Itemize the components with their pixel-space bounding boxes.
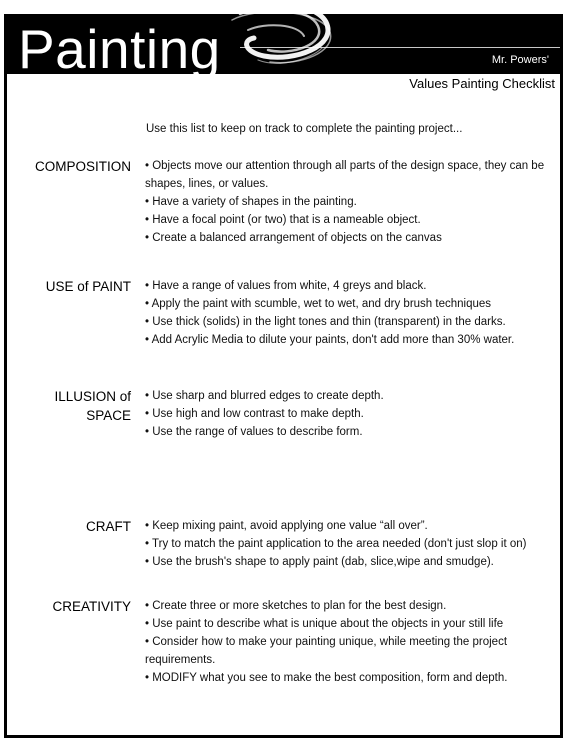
- brush-swirl-icon: [214, 0, 364, 74]
- intro-text: Use this list to keep on track to complete the painting project...: [146, 123, 463, 135]
- checklist-item: • Create three or more sketches to plan for the best design.: [145, 600, 447, 612]
- section-label: [1, 517, 131, 536]
- checklist-item: • Use the range of values to describe form.: [145, 426, 363, 438]
- checklist-item: • MODIFY what you see to make the best composition, form and depth.: [145, 672, 508, 684]
- section-label-line: ILLUSION of: [54, 389, 131, 404]
- checklist-item: • Have a focal point (or two) that is a nameable object.: [145, 214, 421, 226]
- section-label-line: USE of PAINT: [45, 279, 131, 294]
- checklist-item: • Consider how to make your painting unique, while meeting the project requirements.: [145, 636, 508, 666]
- section-label-line: CRAFT: [86, 519, 131, 534]
- checklist-item: • Keep mixing paint, avoid applying one value “all over”.: [145, 520, 428, 532]
- checklist-title: Values Painting Checklist: [409, 76, 555, 91]
- checklist: [145, 157, 553, 247]
- checklist-item: • Create a balanced arrangement of objects on the canvas: [145, 232, 442, 244]
- section-label: [1, 597, 131, 616]
- checklist: [145, 277, 553, 349]
- checklist-item: • Have a range of values from white, 4 greys and black.: [145, 280, 427, 292]
- teacher-name: Mr. Powers': [491, 54, 549, 66]
- checklist: [145, 517, 553, 571]
- checklist-item: • Use paint to describe what is unique about the objects in your still life: [145, 618, 504, 630]
- section-label-line: COMPOSITION: [34, 159, 131, 174]
- checklist-item: • Try to match the paint application to the area needed (don't just slop it on): [145, 538, 527, 550]
- page-title: Painting: [18, 18, 221, 80]
- section-label-line: CREATIVITY: [52, 599, 131, 614]
- checklist-item: • Use thick (solids) in the light tones and thin (transparent) in the darks.: [145, 316, 506, 328]
- checklist-item: • Use the brush's shape to apply paint (dab, slice,wipe and smudge).: [145, 556, 494, 568]
- checklist: [145, 597, 553, 687]
- checklist-item: • Objects move our attention through all parts of the design space, they can be shapes, lines, or values.: [145, 160, 545, 190]
- section-label: [1, 387, 131, 425]
- checklist-item: • Use high and low contrast to make depth.: [145, 408, 364, 420]
- checklist: [145, 387, 553, 441]
- checklist-item: • Add Acrylic Media to dilute your paints, don't add more than 30% water.: [145, 334, 515, 346]
- section-label: [1, 157, 131, 176]
- checklist-item: • Use sharp and blurred edges to create depth.: [145, 390, 384, 402]
- checklist-item: • Have a variety of shapes in the painting.: [145, 196, 357, 208]
- section-label-line: SPACE: [86, 408, 131, 423]
- checklist-item: • Apply the paint with scumble, wet to wet, and dry brush techniques: [145, 298, 492, 310]
- section-label: [1, 277, 131, 296]
